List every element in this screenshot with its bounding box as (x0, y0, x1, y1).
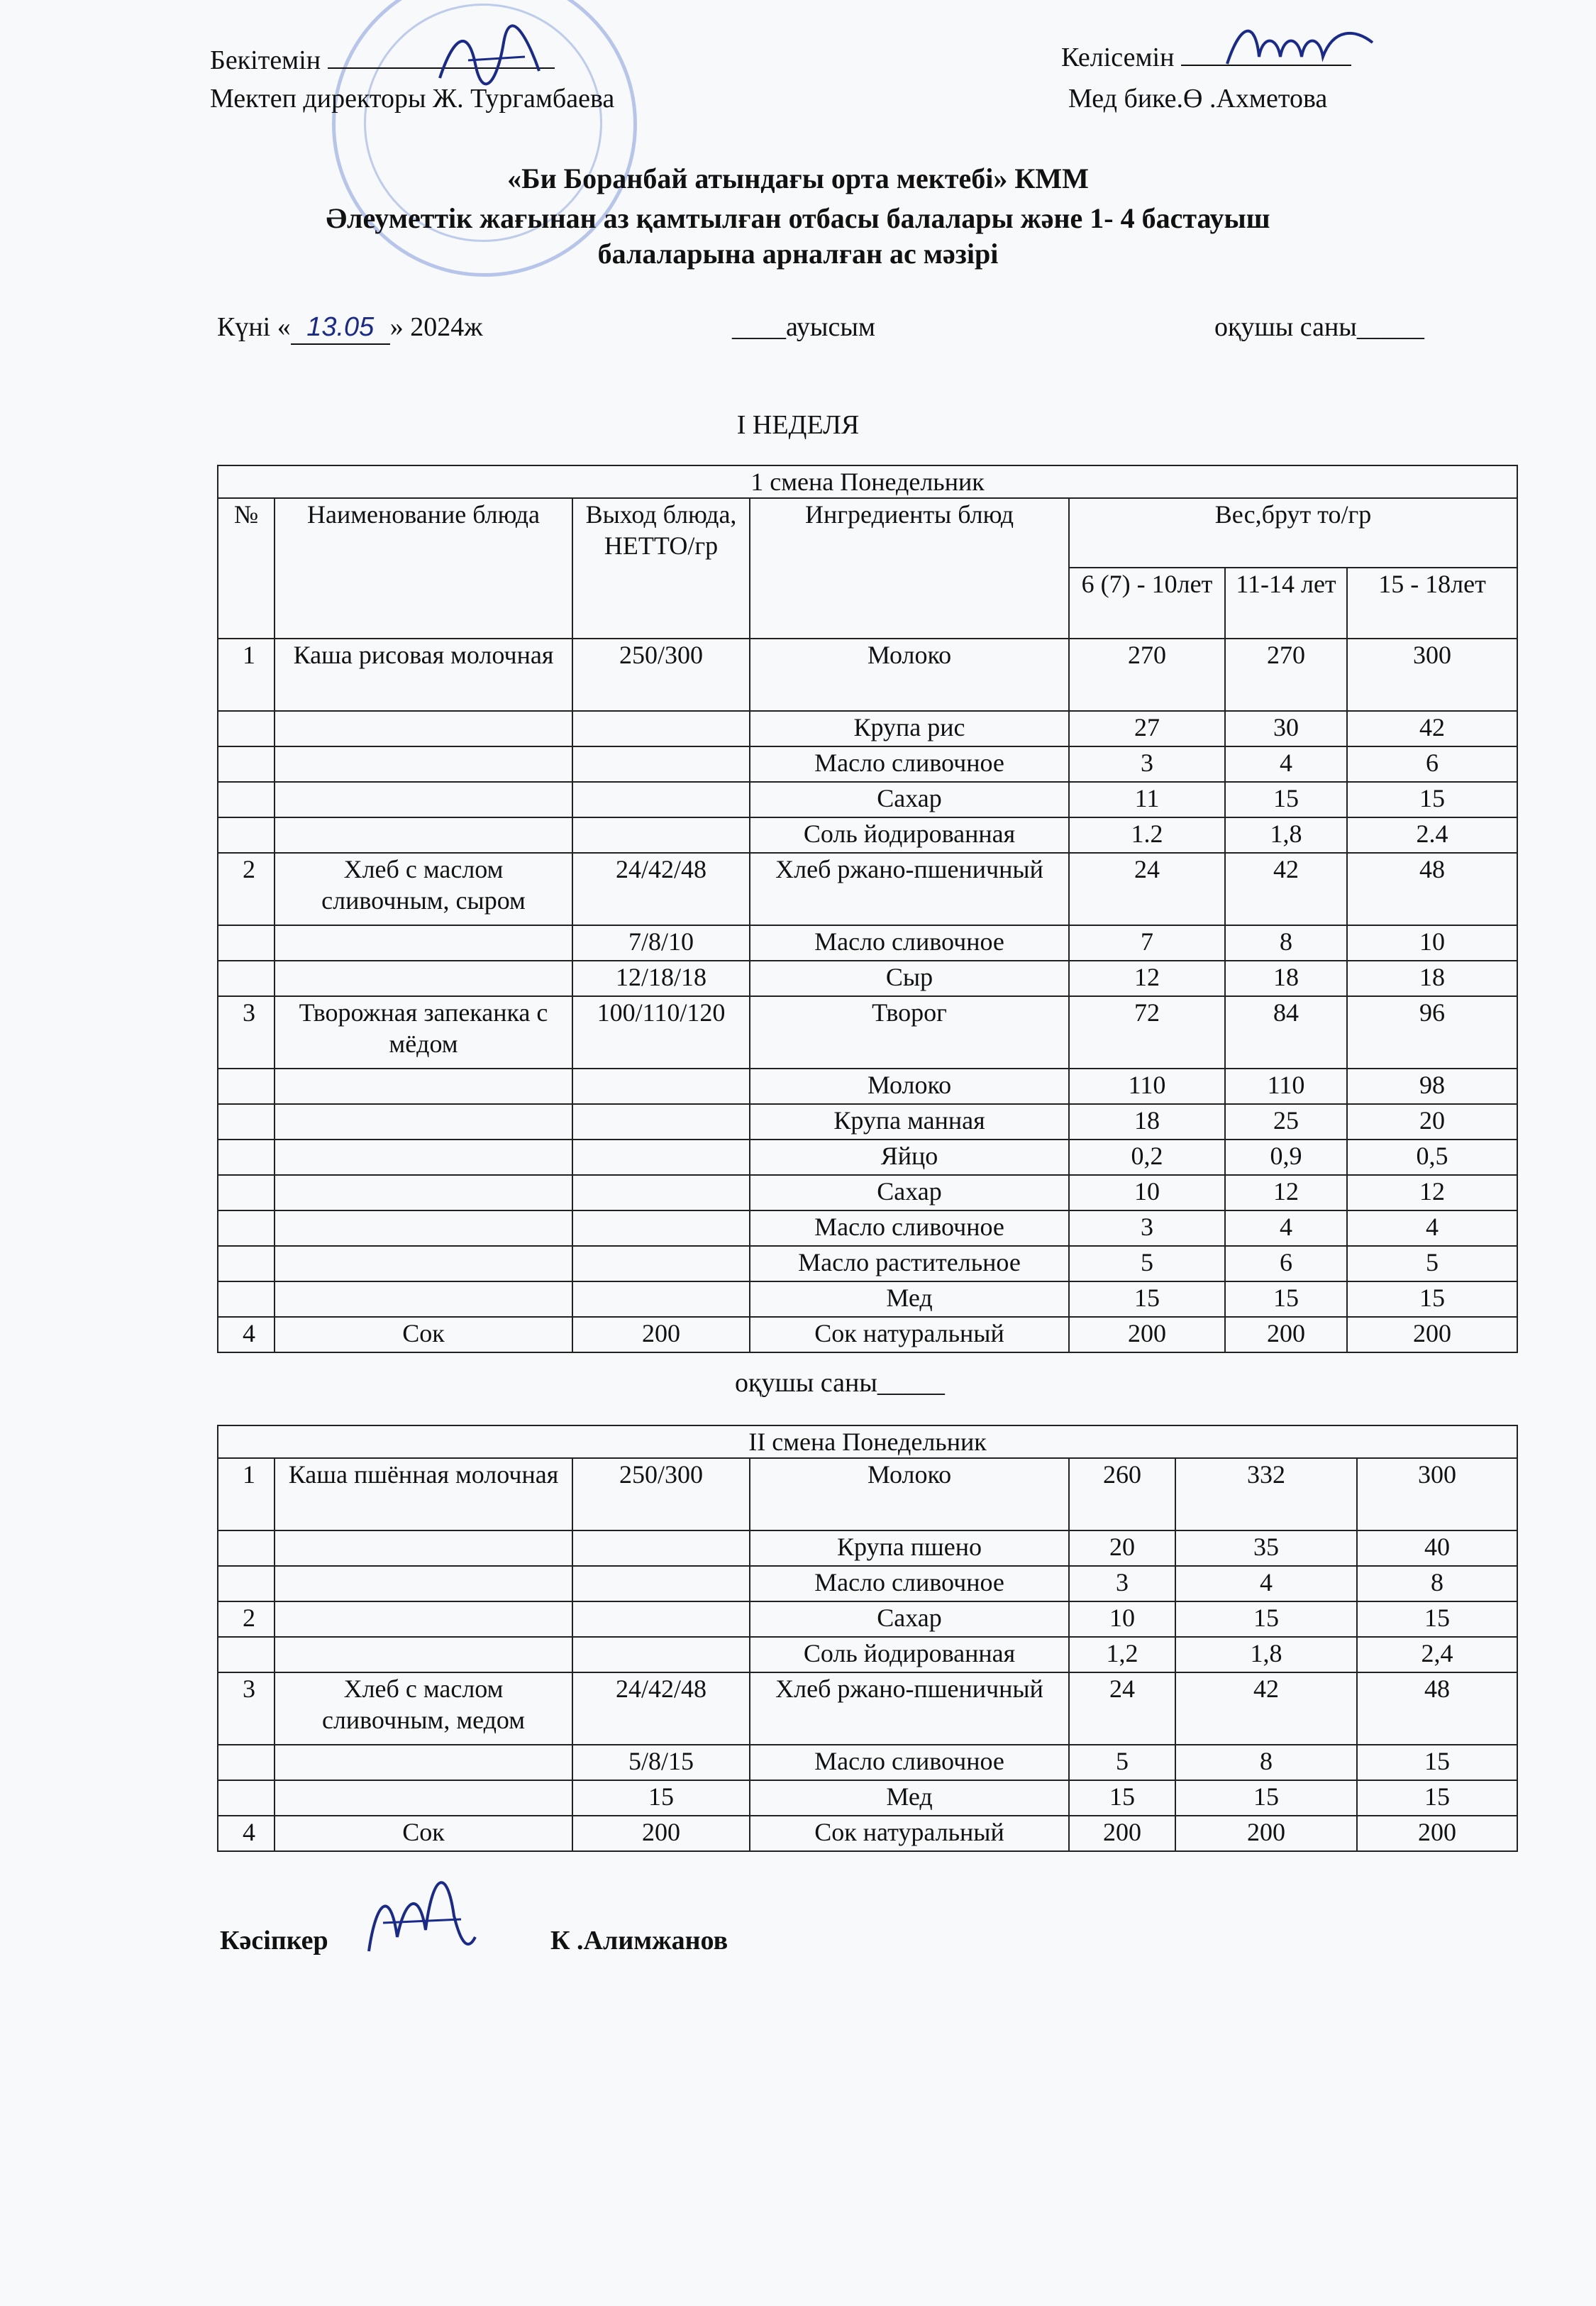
table-row (218, 1281, 1517, 1317)
dish-name-cell: Каша пшённая молочная (275, 1458, 572, 1530)
menu-table-shift-2 (217, 1425, 1518, 1852)
num-cell (218, 1566, 275, 1601)
dish-name-cell (275, 1780, 572, 1816)
ingredient-cell: Масло растительное (750, 1246, 1069, 1281)
yield-cell (572, 1281, 750, 1317)
ingredient-cell: Сок натуральный (750, 1816, 1069, 1851)
agreer-name: Мед бике.Ө .Ахметова (1068, 84, 1328, 114)
approver-name: Мектеп директоры Ж. Тургамбаева (210, 84, 615, 114)
table1-caption: 1 смена Понедельник (218, 465, 1517, 498)
weight-age-6-10-cell: 200 (1069, 1317, 1225, 1352)
num-cell (218, 1140, 275, 1175)
yield-cell (572, 1104, 750, 1140)
weight-age-6-10-cell: 15 (1069, 1281, 1225, 1317)
ingredient-cell: Сыр (750, 961, 1069, 996)
weight-age-15-18-cell: 15 (1357, 1601, 1517, 1637)
num-cell (218, 817, 275, 853)
agree-label: Келісемін (1061, 43, 1175, 72)
ingredient-cell: Сахар (750, 1601, 1069, 1637)
dish-name-cell (275, 925, 572, 961)
weight-age-11-14-cell: 1,8 (1175, 1637, 1357, 1672)
ingredient-cell: Крупа рис (750, 711, 1069, 746)
ingredient-cell: Масло сливочное (750, 925, 1069, 961)
yield-cell: 15 (572, 1780, 750, 1816)
dish-name-cell (275, 1175, 572, 1210)
ingredient-cell: Сок натуральный (750, 1317, 1069, 1352)
weight-age-11-14-cell: 110 (1225, 1069, 1347, 1104)
ingredient-cell: Хлеб ржано-пшеничный (750, 853, 1069, 925)
yield-cell: 24/42/48 (572, 1672, 750, 1745)
header-age-11-14: 11-14 лет (1225, 568, 1347, 639)
weight-age-11-14-cell: 8 (1225, 925, 1347, 961)
yield-cell: 5/8/15 (572, 1745, 750, 1780)
weight-age-11-14-cell: 25 (1225, 1104, 1347, 1140)
weight-age-11-14-cell: 4 (1175, 1566, 1357, 1601)
mid-students-label: оқушы саны_____ (735, 1368, 945, 1398)
num-cell: 4 (218, 1816, 275, 1851)
num-cell (218, 1175, 275, 1210)
weight-age-6-10-cell: 3 (1069, 746, 1225, 782)
num-cell (218, 1637, 275, 1672)
dish-name-cell: Хлеб с маслом сливочным, медом (275, 1672, 572, 1745)
weight-age-11-14-cell: 15 (1175, 1601, 1357, 1637)
weight-age-6-10-cell: 24 (1069, 853, 1225, 925)
weight-age-15-18-cell: 40 (1357, 1530, 1517, 1566)
weight-age-15-18-cell: 15 (1357, 1745, 1517, 1780)
num-cell: 4 (218, 1317, 275, 1352)
num-cell: 1 (218, 639, 275, 711)
dish-name-cell (275, 1069, 572, 1104)
date-value: 13.05 (291, 311, 390, 345)
table-row (218, 996, 1517, 1069)
yield-cell (572, 1637, 750, 1672)
header-age-15-18: 15 - 18лет (1347, 568, 1517, 639)
header-num: № (218, 498, 275, 639)
weight-age-15-18-cell: 48 (1357, 1672, 1517, 1745)
weight-age-15-18-cell: 200 (1347, 1317, 1517, 1352)
weight-age-11-14-cell: 4 (1225, 1210, 1347, 1246)
weight-age-6-10-cell: 260 (1069, 1458, 1175, 1530)
header-weight: Вес,брут то/гр (1069, 498, 1517, 568)
table-row (218, 1530, 1517, 1566)
weight-age-15-18-cell: 4 (1347, 1210, 1517, 1246)
weight-age-15-18-cell: 0,5 (1347, 1140, 1517, 1175)
weight-age-6-10-cell: 20 (1069, 1530, 1175, 1566)
table-row (218, 1317, 1517, 1352)
table-row (218, 817, 1517, 853)
yield-cell: 100/110/120 (572, 996, 750, 1069)
weight-age-15-18-cell: 15 (1357, 1780, 1517, 1816)
yield-cell (572, 711, 750, 746)
weight-age-6-10-cell: 24 (1069, 1672, 1175, 1745)
title-line-1: «Би Боранбай атындағы орта мектебі» КММ (507, 162, 1089, 194)
approve-label: Бекітемін (210, 45, 321, 75)
num-cell (218, 925, 275, 961)
dish-name-cell (275, 1601, 572, 1637)
table-row (218, 1458, 1517, 1530)
weight-age-6-10-cell: 18 (1069, 1104, 1225, 1140)
yield-cell (572, 1566, 750, 1601)
yield-cell: 12/18/18 (572, 961, 750, 996)
ingredient-cell: Хлеб ржано-пшеничный (750, 1672, 1069, 1745)
num-cell: 3 (218, 996, 275, 1069)
table-row (218, 639, 1517, 711)
table-row (218, 853, 1517, 925)
weight-age-11-14-cell: 15 (1225, 1281, 1347, 1317)
weight-age-11-14-cell: 8 (1175, 1745, 1357, 1780)
weight-age-15-18-cell: 98 (1347, 1069, 1517, 1104)
weight-age-6-10-cell: 3 (1069, 1566, 1175, 1601)
table-row (218, 1780, 1517, 1816)
dish-name-cell: Сок (275, 1816, 572, 1851)
yield-cell: 200 (572, 1317, 750, 1352)
ingredient-cell: Молоко (750, 639, 1069, 711)
num-cell: 2 (218, 1601, 275, 1637)
weight-age-15-18-cell: 2.4 (1347, 817, 1517, 853)
weight-age-15-18-cell: 42 (1347, 711, 1517, 746)
table-row (218, 1745, 1517, 1780)
shift-label: ____ауысым (732, 312, 875, 342)
date-line (217, 311, 483, 345)
ingredient-cell: Соль йодированная (750, 817, 1069, 853)
weight-age-11-14-cell: 200 (1225, 1317, 1347, 1352)
yield-cell (572, 1530, 750, 1566)
num-cell: 1 (218, 1458, 275, 1530)
students-label: оқушы саны_____ (1214, 312, 1424, 342)
weight-age-11-14-cell: 4 (1225, 746, 1347, 782)
weight-age-11-14-cell: 6 (1225, 1246, 1347, 1281)
weight-age-15-18-cell: 200 (1357, 1816, 1517, 1851)
dish-name-cell: Сок (275, 1317, 572, 1352)
weight-age-11-14-cell: 42 (1175, 1672, 1357, 1745)
yield-cell: 7/8/10 (572, 925, 750, 961)
dish-name-cell (275, 1566, 572, 1601)
weight-age-11-14-cell: 18 (1225, 961, 1347, 996)
weight-age-6-10-cell: 10 (1069, 1175, 1225, 1210)
table-row (218, 1069, 1517, 1104)
weight-age-6-10-cell: 3 (1069, 1210, 1225, 1246)
header-yield: Выход блюда, НЕТТО/гр (572, 498, 750, 639)
weight-age-15-18-cell: 2,4 (1357, 1637, 1517, 1672)
num-cell (218, 1780, 275, 1816)
weight-age-11-14-cell: 12 (1225, 1175, 1347, 1210)
yield-cell (572, 1601, 750, 1637)
ingredient-cell: Крупа пшено (750, 1530, 1069, 1566)
dish-name-cell: Творожная запеканка с мёдом (275, 996, 572, 1069)
num-cell (218, 1281, 275, 1317)
num-cell (218, 961, 275, 996)
ingredient-cell: Масло сливочное (750, 1210, 1069, 1246)
yield-cell: 250/300 (572, 639, 750, 711)
table-row (218, 1140, 1517, 1175)
director-signature (426, 21, 553, 92)
weight-age-11-14-cell: 0,9 (1225, 1140, 1347, 1175)
weight-age-6-10-cell: 11 (1069, 782, 1225, 817)
weight-age-11-14-cell: 84 (1225, 996, 1347, 1069)
weight-age-15-18-cell: 10 (1347, 925, 1517, 961)
num-cell: 3 (218, 1672, 275, 1745)
title-line-2: Әлеуметтік жағынан аз қамтылған отбасы балалары және 1- 4 бастауыш (326, 202, 1270, 234)
header-name: Наименование блюда (275, 498, 572, 639)
weight-age-15-18-cell: 6 (1347, 746, 1517, 782)
weight-age-6-10-cell: 7 (1069, 925, 1225, 961)
weight-age-6-10-cell: 12 (1069, 961, 1225, 996)
weight-age-6-10-cell: 110 (1069, 1069, 1225, 1104)
ingredient-cell: Сахар (750, 1175, 1069, 1210)
yield-cell (572, 1210, 750, 1246)
dish-name-cell: Хлеб с маслом сливочным, сыром (275, 853, 572, 925)
ingredient-cell: Мед (750, 1780, 1069, 1816)
ingredient-cell: Мед (750, 1281, 1069, 1317)
title-line-3: балаларына арналған ас мәзірі (597, 238, 999, 270)
table-row (218, 782, 1517, 817)
weight-age-6-10-cell: 0,2 (1069, 1140, 1225, 1175)
weight-age-15-18-cell: 15 (1347, 782, 1517, 817)
yield-cell: 24/42/48 (572, 853, 750, 925)
ingredient-cell: Крупа манная (750, 1104, 1069, 1140)
weight-age-11-14-cell: 15 (1175, 1780, 1357, 1816)
num-cell (218, 1530, 275, 1566)
weight-age-6-10-cell: 27 (1069, 711, 1225, 746)
num-cell (218, 746, 275, 782)
weight-age-15-18-cell: 20 (1347, 1104, 1517, 1140)
weight-age-6-10-cell: 200 (1069, 1816, 1175, 1851)
weight-age-11-14-cell: 332 (1175, 1458, 1357, 1530)
ingredient-cell: Масло сливочное (750, 746, 1069, 782)
footer-name: К .Алимжанов (550, 1926, 728, 1955)
table2-caption: II смена Понедельник (218, 1425, 1517, 1458)
ingredient-cell: Молоко (750, 1069, 1069, 1104)
yield-cell: 250/300 (572, 1458, 750, 1530)
table-row (218, 746, 1517, 782)
weight-age-6-10-cell: 5 (1069, 1246, 1225, 1281)
weight-age-11-14-cell: 42 (1225, 853, 1347, 925)
ingredient-cell: Яйцо (750, 1140, 1069, 1175)
date-prefix: Күні « (217, 312, 291, 342)
num-cell (218, 1246, 275, 1281)
table-row (218, 1210, 1517, 1246)
weight-age-15-18-cell: 15 (1347, 1281, 1517, 1317)
weight-age-15-18-cell: 5 (1347, 1246, 1517, 1281)
yield-cell (572, 782, 750, 817)
num-cell (218, 1745, 275, 1780)
dish-name-cell (275, 1104, 572, 1140)
dish-name-cell (275, 1745, 572, 1780)
yield-cell (572, 1140, 750, 1175)
weight-age-11-14-cell: 270 (1225, 639, 1347, 711)
weight-age-11-14-cell: 30 (1225, 711, 1347, 746)
weight-age-15-18-cell: 12 (1347, 1175, 1517, 1210)
yield-cell (572, 1246, 750, 1281)
ingredient-cell: Масло сливочное (750, 1566, 1069, 1601)
dish-name-cell (275, 782, 572, 817)
dish-name-cell (275, 1140, 572, 1175)
yield-cell (572, 1175, 750, 1210)
table-row (218, 1637, 1517, 1672)
weight-age-6-10-cell: 270 (1069, 639, 1225, 711)
weight-age-15-18-cell: 96 (1347, 996, 1517, 1069)
dish-name-cell: Каша рисовая молочная (275, 639, 572, 711)
nurse-signature (1220, 14, 1383, 78)
weight-age-15-18-cell: 300 (1357, 1458, 1517, 1530)
table-row (218, 1672, 1517, 1745)
dish-name-cell (275, 1530, 572, 1566)
weight-age-11-14-cell: 1,8 (1225, 817, 1347, 853)
ingredient-cell: Масло сливочное (750, 1745, 1069, 1780)
dish-name-cell (275, 711, 572, 746)
entrepreneur-signature (355, 1859, 482, 1973)
date-suffix: » 2024ж (389, 312, 483, 342)
num-cell (218, 711, 275, 746)
yield-cell (572, 746, 750, 782)
table-row (218, 1104, 1517, 1140)
ingredient-cell: Творог (750, 996, 1069, 1069)
weight-age-6-10-cell: 15 (1069, 1780, 1175, 1816)
yield-cell (572, 1069, 750, 1104)
num-cell (218, 782, 275, 817)
table-row (218, 925, 1517, 961)
weight-age-6-10-cell: 1.2 (1069, 817, 1225, 853)
dish-name-cell (275, 961, 572, 996)
table-row (218, 1601, 1517, 1637)
table-row (218, 1246, 1517, 1281)
dish-name-cell (275, 817, 572, 853)
yield-cell: 200 (572, 1816, 750, 1851)
table-row (218, 1566, 1517, 1601)
table-row (218, 711, 1517, 746)
header-age-6-10: 6 (7) - 10лет (1069, 568, 1225, 639)
num-cell (218, 1104, 275, 1140)
num-cell: 2 (218, 853, 275, 925)
menu-table-shift-1 (217, 465, 1518, 1353)
weight-age-15-18-cell: 48 (1347, 853, 1517, 925)
footer-label: Кәсіпкер (220, 1926, 328, 1955)
weight-age-6-10-cell: 72 (1069, 996, 1225, 1069)
header-ingredients: Ингредиенты блюд (750, 498, 1069, 639)
weight-age-6-10-cell: 5 (1069, 1745, 1175, 1780)
weight-age-15-18-cell: 18 (1347, 961, 1517, 996)
weight-age-11-14-cell: 15 (1225, 782, 1347, 817)
table-row (218, 1816, 1517, 1851)
table-row (218, 961, 1517, 996)
weight-age-11-14-cell: 200 (1175, 1816, 1357, 1851)
week-label: I НЕДЕЛЯ (736, 410, 860, 440)
num-cell (218, 1069, 275, 1104)
dish-name-cell (275, 1210, 572, 1246)
dish-name-cell (275, 1246, 572, 1281)
ingredient-cell: Соль йодированная (750, 1637, 1069, 1672)
weight-age-15-18-cell: 300 (1347, 639, 1517, 711)
weight-age-11-14-cell: 35 (1175, 1530, 1357, 1566)
dish-name-cell (275, 1281, 572, 1317)
ingredient-cell: Сахар (750, 782, 1069, 817)
dish-name-cell (275, 1637, 572, 1672)
weight-age-6-10-cell: 1,2 (1069, 1637, 1175, 1672)
weight-age-6-10-cell: 10 (1069, 1601, 1175, 1637)
dish-name-cell (275, 746, 572, 782)
num-cell (218, 1210, 275, 1246)
ingredient-cell: Молоко (750, 1458, 1069, 1530)
weight-age-15-18-cell: 8 (1357, 1566, 1517, 1601)
yield-cell (572, 817, 750, 853)
table-row (218, 1175, 1517, 1210)
